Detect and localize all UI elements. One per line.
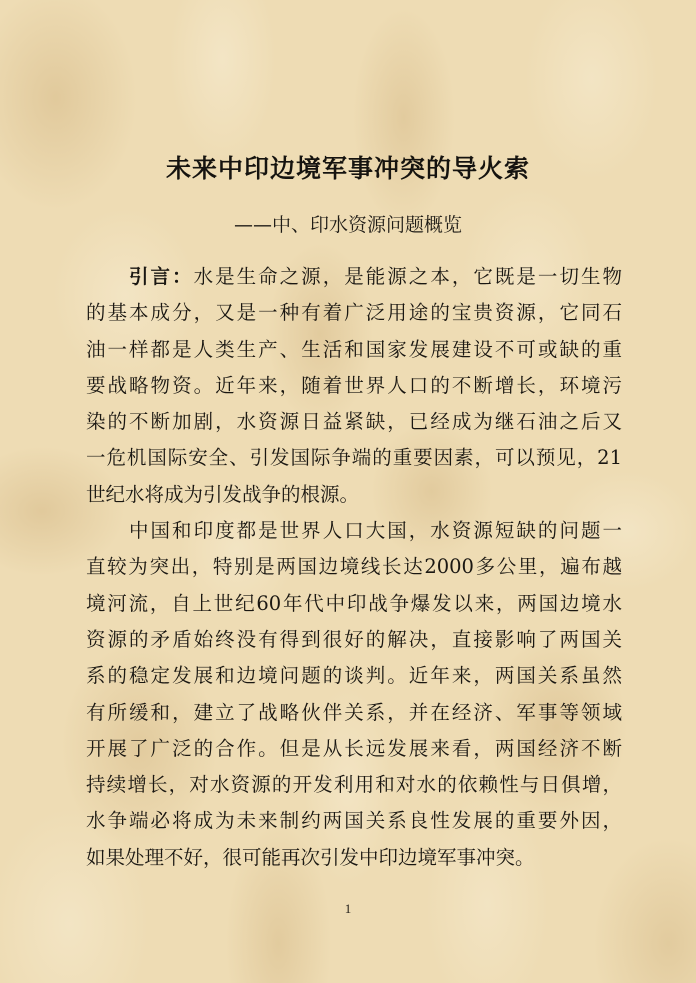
document-subtitle: ——中、印水资源问题概览 xyxy=(233,214,462,236)
paragraph-line: 一危机国际安全、引发国际争端的重要因素，可以预见，21 xyxy=(86,446,622,470)
paragraph-line: 直较为突出，特别是两国边境线长达2000多公里，遍布越 xyxy=(86,555,622,579)
paragraph-line: 持续增长，对水资源的开发利用和对水的依赖性与日俱增， xyxy=(86,773,622,797)
paragraph-line: 中国和印度都是世界人口大国，水资源短缺的问题一 xyxy=(129,519,622,543)
page-number: 1 xyxy=(344,901,352,916)
paragraph-line: 有所缓和，建立了战略伙伴关系，并在经济、军事等领域 xyxy=(86,700,622,724)
paragraph-main xyxy=(86,513,622,876)
paragraph-line: 要战略物资。近年来，随着世界人口的不断增长，环境污 xyxy=(86,373,622,397)
paragraph-line: 油一样都是人类生产、生活和国家发展建设不可或缺的重 xyxy=(86,337,622,361)
paragraph-intro xyxy=(86,259,622,513)
paragraph-line: 境河流，自上世纪60年代中印战争爆发以来，两国边境水 xyxy=(86,591,622,615)
document-body xyxy=(86,259,622,876)
document-title: 未来中印边境军事冲突的导火索 xyxy=(165,154,530,183)
paragraph-line xyxy=(86,259,622,295)
paragraph-line: 的基本成分，又是一种有着广泛用途的宝贵资源，它同石 xyxy=(86,301,622,325)
intro-label: 引言： xyxy=(129,265,194,288)
paragraph-line: 如果处理不好，很可能再次引发中印边境军事冲突。 xyxy=(86,845,535,869)
paragraph-line: 世纪水将成为引发战争的根源。 xyxy=(86,482,360,506)
paragraph-line-text: 水是生命之源，是能源之本，它既是一切生物 xyxy=(193,265,622,288)
paragraph-line: 染的不断加剧，水资源日益紧缺，已经成为继石油之后又 xyxy=(86,410,622,434)
paragraph-line: 系的稳定发展和边境问题的谈判。近年来，两国关系虽然 xyxy=(86,664,622,688)
paragraph-line: 开展了广泛的合作。但是从长远发展来看，两国经济不断 xyxy=(86,736,622,760)
paragraph-line: 资源的矛盾始终没有得到很好的解决，直接影响了两国关 xyxy=(86,627,622,651)
paragraph-line: 水争端必将成为未来制约两国关系良性发展的重要外因， xyxy=(86,809,622,833)
